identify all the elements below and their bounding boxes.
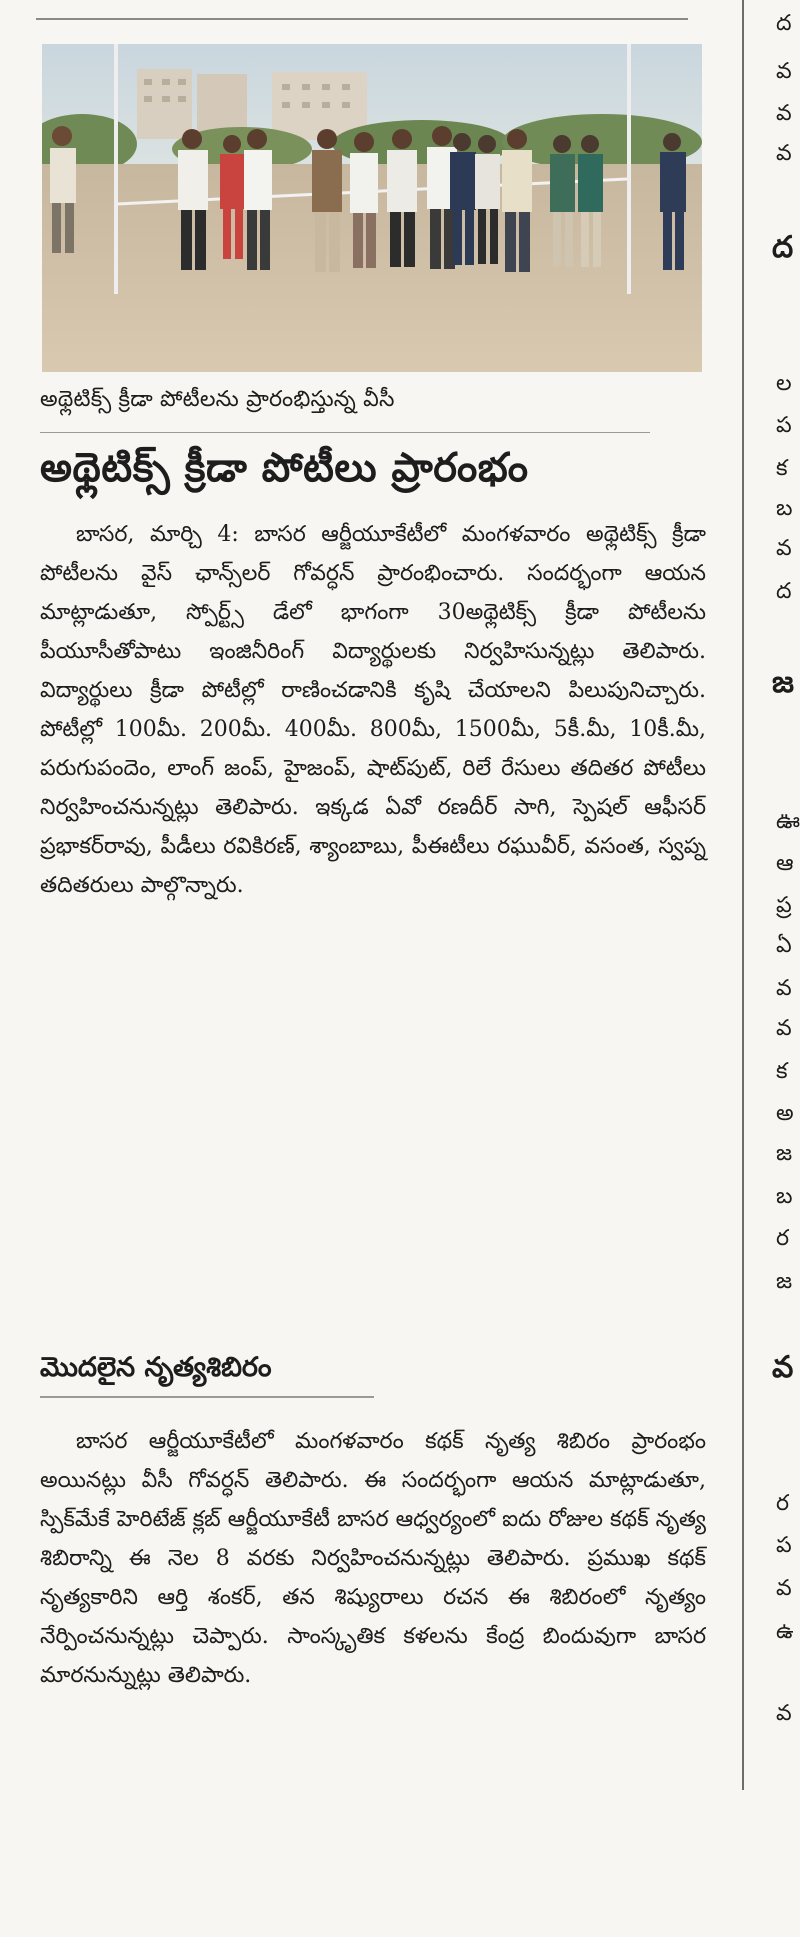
neighbor-glyph: ఏ bbox=[776, 933, 792, 958]
news-photo-illustration bbox=[42, 44, 702, 372]
neighbor-glyph: జ bbox=[776, 1269, 793, 1294]
neighbor-glyph: వ bbox=[776, 59, 792, 84]
neighbor-glyph: బ bbox=[776, 496, 793, 521]
subheading-rule bbox=[40, 1396, 374, 1398]
article-paragraph-2: బాసర ఆర్జీయూకేటీలో మంగళవారం కథక్ నృత్య శిబిరం ప్రారంభం అయినట్లు వీసీ గోవర్ధన్ తెలిపారు. ఈ సందర్భంగా ఆయన మాట్లాడుతూ, స్పిక్‌మేకే హెరిటేజ్ క్లబ్ ఆర్జీయూకేటీ బాసర ఆధ్వర్యంలో ఐదు రోజుల కథక్ నృత్య శిబిరాన్ని ఈ నెల 8 వరకు నిర్వహించనున్నట్లు తెలిపారు. ప్రముఖ కథక్ నృత్యకారిని ఆర్తి శంకర్, తన శిష్యురాలు రచన ఈ శిబిరంలో నృత్యం నేర్పించనున్నట్లు చెప్పారు. సాంస్కృతిక కళలను కేంద్ర బిందువుగా బాసర మారనున్నుట్లు తెలిపారు. bbox=[40, 1429, 706, 1688]
neighbor-glyph: వ bbox=[776, 1576, 792, 1601]
subheading: మొదలైన నృత్యశిబిరం bbox=[40, 1352, 272, 1383]
neighbor-glyph: అ bbox=[776, 1101, 794, 1126]
neighbor-glyph: ద bbox=[772, 230, 794, 265]
caption-rule bbox=[40, 432, 650, 433]
neighbor-glyph: వ bbox=[772, 1350, 794, 1385]
neighbor-glyph: ఉ bbox=[776, 1619, 794, 1644]
neighbor-glyph: ప్ర bbox=[776, 893, 792, 918]
neighbor-glyph: ఆ bbox=[776, 851, 794, 876]
neighbor-glyph: వ bbox=[776, 1701, 792, 1726]
neighbor-glyph: బ bbox=[776, 1184, 793, 1209]
neighbor-column-fragment bbox=[758, 0, 800, 1800]
article-headline: అథ్లెటిక్స్ క్రీడా పోటీలు ప్రారంభం bbox=[40, 445, 529, 491]
neighbor-glyph: వ bbox=[776, 141, 792, 166]
neighbor-glyph: ప bbox=[776, 1533, 792, 1558]
neighbor-glyph: జ bbox=[772, 665, 794, 700]
neighbor-glyph: ప bbox=[776, 413, 792, 438]
neighbor-glyph: ఊ bbox=[776, 809, 800, 834]
neighbor-glyph: వ bbox=[776, 1016, 792, 1041]
neighbor-glyph: క bbox=[776, 1059, 788, 1084]
neighbor-glyph: ద bbox=[776, 579, 792, 604]
neighbor-glyph: ల bbox=[776, 371, 792, 396]
neighbor-glyph: క bbox=[776, 456, 788, 481]
neighbor-glyph: ద bbox=[776, 11, 792, 36]
news-photo bbox=[42, 44, 702, 372]
neighbor-glyph: వ bbox=[776, 101, 792, 126]
column-divider bbox=[742, 0, 744, 1790]
neighbor-glyph: ర bbox=[776, 1226, 790, 1251]
neighbor-glyph: వ bbox=[776, 976, 792, 1001]
photo-caption: అథ్లెటిక్స్ క్రీడా పోటీలను ప్రారంభిస్తున్న వీసీ bbox=[40, 387, 395, 412]
top-rule bbox=[36, 18, 688, 20]
neighbor-glyph: ర bbox=[776, 1491, 790, 1516]
neighbor-glyph: జ bbox=[776, 1141, 793, 1166]
neighbor-glyph: వ bbox=[776, 536, 792, 561]
article-paragraph-1: బాసర, మార్చి 4: బాసర ఆర్జీయూకేటీలో మంగళవారం అథ్లెటిక్స్ క్రీడా పోటీలను వైస్ ఛాన్స్‌లర్ గోవర్ధన్ ప్రారంభించారు. సందర్భంగా ఆయన మాట్లాడుతూ, స్పోర్ట్స్ డేలో భాగంగా 30అథ్లెటిక్స్ క్రీడా పోటీలను పీయూసీతోపాటు ఇంజినీరింగ్ విద్యార్థులకు నిర్వహిసున్నట్లు తెలిపారు. విద్యార్థులు క్రీడా పోటీల్లో రాణించడానికి కృషి చేయాలని పిలుపునిచ్చారు. పోటీల్లో 100మీ. 200మీ. 400మీ. 800మీ, 1500మీ, 5కీ.మీ, 10కీ.మీ, పరుగుపందెం, లాంగ్ జంప్, హైజంప్, షాట్‌పుట్, రిలే రేసులు తదితర పోటీలు నిర్వహించనున్నట్లు తెలిపారు. ఇక్కడ ఏవో రణదీర్ సాగి, స్పెషల్ ఆఫీసర్ ప్రభాకర్‌రావు, పీడీలు రవికిరణ్, శ్యాంబాబు, పీఈటీలు రఘువీర్, వసంత, స్వప్న తదితరులు పాల్గొన్నారు. bbox=[40, 522, 706, 898]
